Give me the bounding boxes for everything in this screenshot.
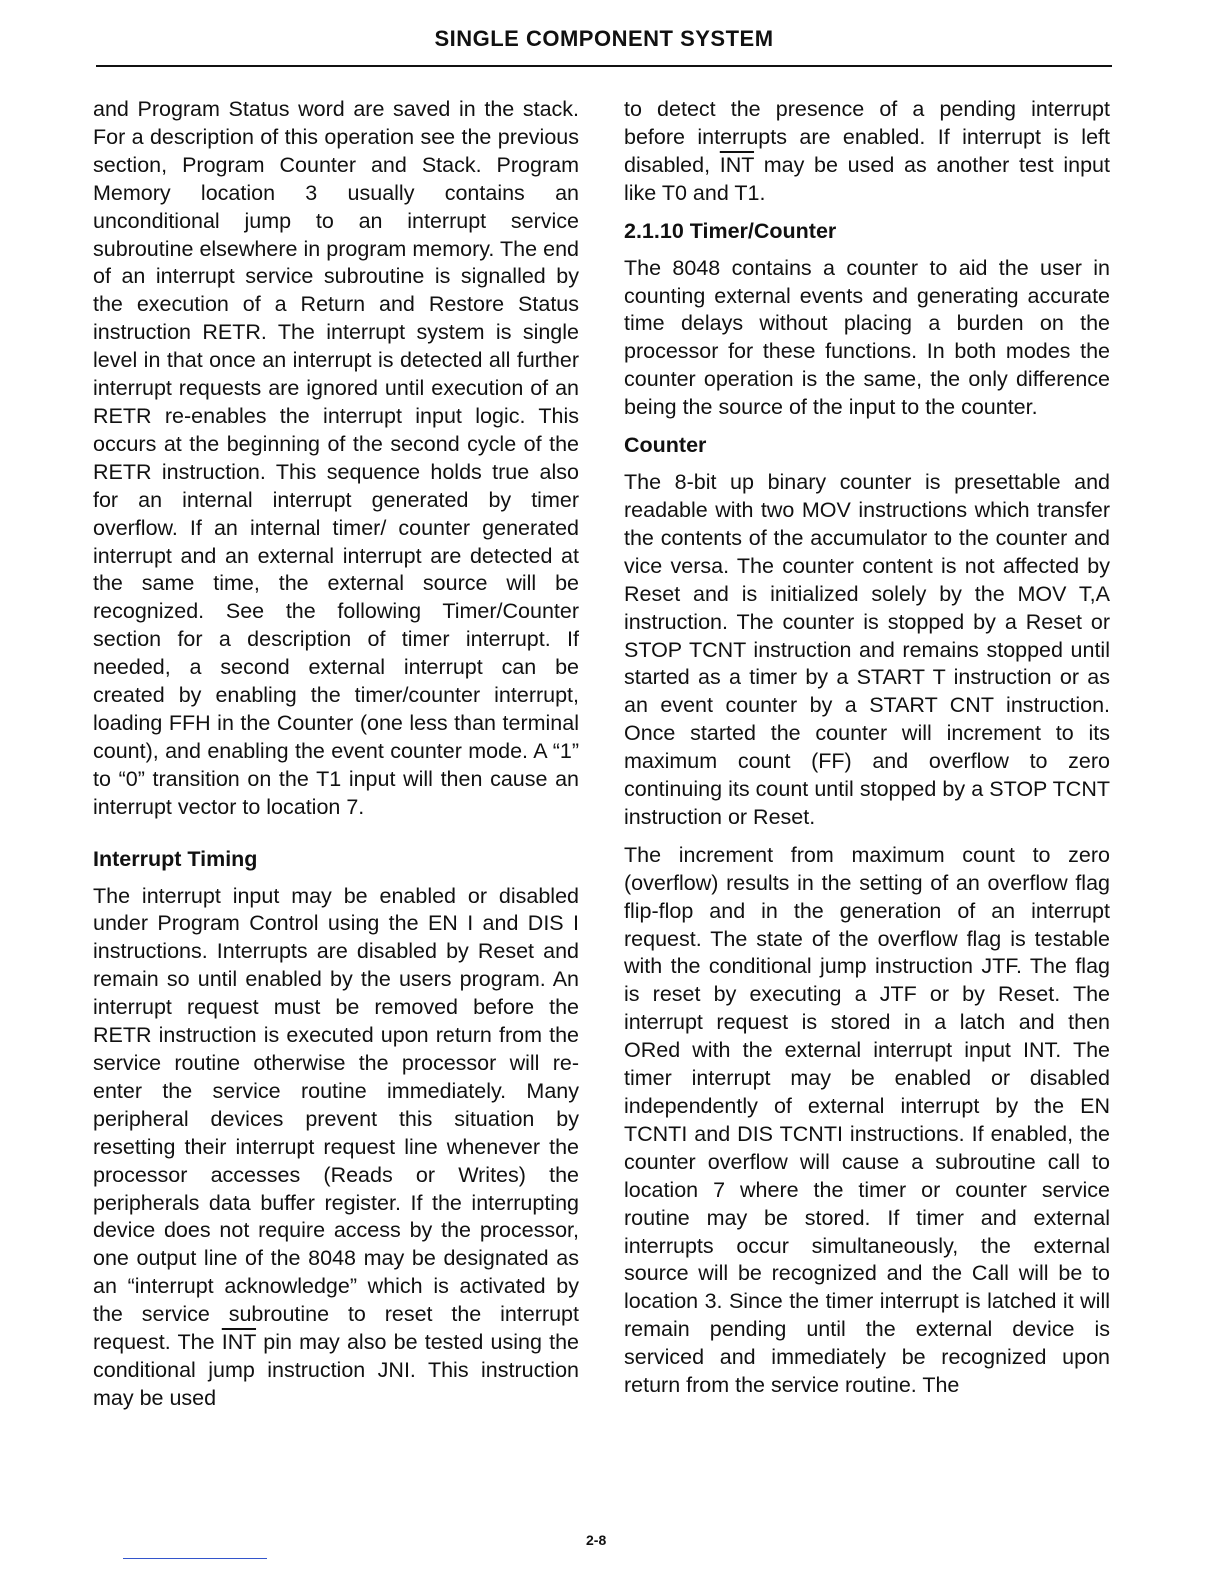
left-column [93, 96, 579, 1413]
interrupt-timing-text-end: pin may also be tested using the conditional jump instruction JNI. This instruction may be used [93, 1330, 580, 1410]
heading-interrupt-timing: Interrupt Timing [93, 846, 258, 871]
pending-interrupt-text-start: to detect the presence of a pending interrupt before interrupts are enabled. If interrupt is left disabled, [624, 97, 1110, 177]
heading-timer-counter: 2.1.10 Timer/Counter [624, 218, 837, 243]
paragraph-interrupt-stack: and Program Status word are saved in the stack. For a description of this operation see the previous section, Program Counter and Stack. Program Memory location 3 usually contains an unconditional jump to an interrupt service subroutine elsewhere in program memory. The end of an interrupt service subroutine is signalled by the execution of a Return and Restore Status instruction RETR. The interrupt system is single level in that once an interrupt is detected all further interrupt requests are ignored until execution of an RETR re-enables the interrupt input logic. This occurs at the beginning of the second cycle of the RETR instruction. This sequence holds true also for an internal interrupt generated by timer overflow. If an internal timer/ counter generated interrupt and an external interrupt are detected at the same time, the external source will be recognized. See the following Timer/Counter section for a description of timer interrupt. If needed, a second external interrupt can be created by enabling the timer/counter interrupt, loading FFH in the Counter (one less than terminal count), and enabling the event counter mode. A “1” to “0” transition on the T1 input will then cause an interrupt vector to location 7. [93, 97, 579, 819]
heading-counter: Counter [624, 433, 707, 458]
right-column [624, 96, 1110, 1400]
paragraph-overflow: The increment from maximum count to zero (overflow) results in the setting of an overflow flag flip-flop and in the generation of an interrupt request. The state of the overflow flag is testable with the conditional jump instruction JTF. The flag is reset by executing a JTF or by Reset. The interrupt request is stored in a latch and then ORed with the external interrupt input INT. The timer interrupt may be enabled or disabled independently of external interrupt by the EN TCNTI and DIS TCNTI instructions. If enabled, the counter overflow will cause a subroutine call to location 7 where the timer or counter service routine may be stored. If timer and external interrupts occur simultaneously, the external source will be recognized and the Call will be to location 3. Since the timer interrupt is latched it will remain pending until the external device is serviced and immediately be recognized upon return from the service routine. The [624, 842, 1110, 1398]
interrupt-timing-text-start: The interrupt input may be enabled or disabled under Program Control using the EN I and DIS I instructions. Interrupts are disabled by Reset and remain so until enabled by the users program. An interrupt request must be removed before the RETR instruction is executed upon return from the service routine otherwise the processor will re-enter the service routine immediately. Many peripheral devices prevent this situation by resetting their interrupt request line whenever the processor accesses (Reads or Writes) the peripherals data buffer register. If the interrupting device does not require access by the processor, one output line of the 8048 may be designated as an “interrupt acknowledge” which is activated by the service subroutine to reset the interrupt request. The [93, 883, 579, 1355]
footer-rule [123, 1558, 267, 1559]
paragraph-interrupt-timing [93, 883, 579, 1413]
paragraph-counter: The 8-bit up binary counter is presettable and readable with two MOV instructions which transfer the contents of the accumulator to the counter and vice versa. The counter content is not affected by Reset and is initialized solely by the MOV T,A instruction. The counter is stopped by a Reset or STOP TCNT instruction and remains stopped until started as a timer by a START T instruction or as an event counter by a START CNT instruction. Once started the counter will increment to its maximum count (FF) and overflow to zero continuing its count until stopped by a STOP TCNT instruction or Reset. [624, 470, 1110, 829]
page-header-title: SINGLE COMPONENT SYSTEM [434, 26, 774, 51]
paragraph-timer-counter: The 8048 contains a counter to aid the user in counting external events and generating accurate time delays without placing a burden on the processor for these functions. In both modes the counter operation is the same, the only difference being the source of the input to the counter. [624, 255, 1110, 420]
pending-interrupt-text-end: may be used as another test input like T0 and T1. [624, 152, 1110, 205]
int-signal-label: $\overline{INT}$ [719, 152, 755, 177]
page-number: 2-8 [586, 1532, 607, 1548]
paragraph-pending-interrupt [624, 96, 1110, 208]
int-signal-label: $\overline{INT}$ [221, 1330, 257, 1355]
header-rule [96, 65, 1112, 67]
